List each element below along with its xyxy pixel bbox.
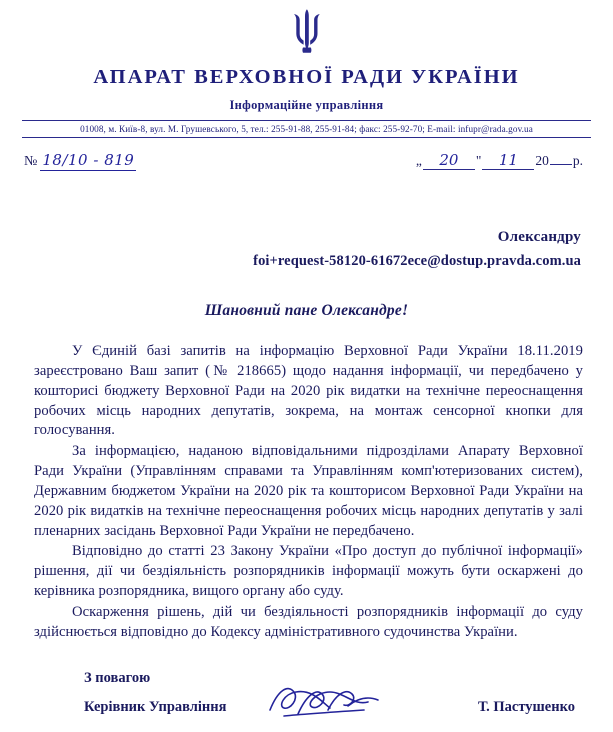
addressee-email: foi+request-58120-61672ece@dostup.pravda.com.ua [253, 253, 581, 269]
date-day-field [423, 151, 475, 170]
reference-number-label: № [24, 154, 38, 169]
date-month-value: 11 [498, 151, 518, 169]
ukraine-trident-emblem [290, 8, 324, 63]
body-paragraph: У Єдиній базі запитів на інформацію Верховної Ради України 18.11.2019 зареєстровано Ваш запит (№ 218665) щодо надання інформації, чи передбачено у кошторисі бюджету Верховної Ради на 2020 рік видатки на технічне переоснащення робочих місць народних депутатів, зокрема, на монтаж сенсорної кнопки для голосування. [34, 343, 583, 439]
date-block [416, 151, 583, 170]
date-year-prefix: 20 [535, 153, 549, 168]
addressee-name: Олександру [497, 229, 581, 245]
department-title: Інформаційне управління [229, 98, 384, 112]
date-year-field [550, 164, 572, 165]
body-paragraph: Відповідно до статті 23 Закону України «Про доступ до публічної інформації» рішення, дії чи бездіяльність розпорядників інформації можуть бути оскаржені до керівника розпорядника, вищого органу або суду. [34, 543, 583, 600]
signature-row [84, 699, 583, 716]
salutation: Шановний пане Олександре! [204, 302, 409, 319]
reference-number-value: 18/10 - 819 [42, 151, 135, 169]
signatory-title: Керівник Управління [84, 699, 227, 715]
date-month-field [482, 151, 534, 170]
contact-line: 01008, м. Київ-8, вул. М. Грушевського, 5, тел.: 255-91-88, 255-91-84; факс: 255-92-70; E-mail: infupr@rada.gov.ua [80, 124, 533, 134]
signatory-name: Т. Пастушенко [477, 699, 575, 715]
organization-title: АПАРАТ ВЕРХОВНОЇ РАДИ УКРАЇНИ [93, 66, 520, 88]
date-day-value: 20 [439, 151, 459, 169]
body-paragraph: За інформацією, наданою відповідальними підрозділами Апарату Верховної Ради України (Управлінням справами та Управлінням комп'ютеризованих систем), Державним бюджетом України на 2020 рік та кошторисом Верховної Ради України на 2020 рік видатків на технічне переоснащення робочих місць народних депутатів у залі пленарних засідань Верховної Ради України не передбачено. [34, 443, 583, 539]
header-divider-top [22, 120, 591, 121]
date-quote-close: " [475, 153, 482, 168]
date-year-suffix: р. [572, 153, 583, 168]
signature-regards: З повагою [84, 670, 151, 686]
addressee-block [22, 229, 591, 270]
emblem-container [22, 0, 591, 64]
reference-number-block [24, 151, 136, 170]
letter-body [22, 342, 591, 643]
body-paragraph: Оскарження рішень, дій чи бездіяльності розпорядників інформації до суду здійснюється відповідно до Кодексу адміністративного судочинства України. [34, 603, 583, 640]
signature-block [0, 670, 613, 716]
reference-line [22, 145, 591, 179]
header-divider-bottom [22, 137, 591, 138]
date-quote-open: „ [415, 153, 422, 168]
